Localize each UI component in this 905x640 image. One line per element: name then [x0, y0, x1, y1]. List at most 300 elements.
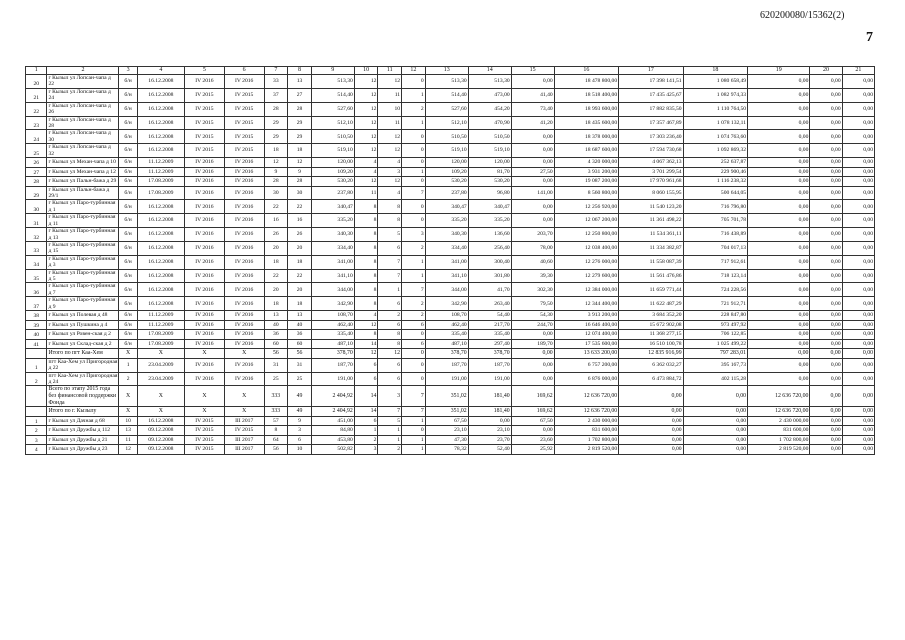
table-cell: 0,00	[511, 426, 554, 436]
table-cell: 8	[378, 339, 402, 349]
table-cell: 0,00	[810, 372, 842, 386]
table-cell: 0,00	[842, 241, 874, 255]
table-cell: 1 025 499,22	[683, 339, 747, 349]
table-cell: 1	[402, 255, 426, 269]
table-cell: 2	[119, 372, 137, 386]
table-cell: 12	[354, 102, 378, 116]
address-cell: пгт Каа-Хем ул Пригородная д 22	[48, 358, 118, 372]
table-cell: 514,40	[311, 88, 354, 102]
table-cell: IV 2016	[224, 297, 264, 311]
table-cell: 3	[378, 167, 402, 177]
table-cell: 0,00	[511, 200, 554, 214]
row-number: 23	[26, 116, 47, 130]
table-cell: 0,00	[842, 435, 874, 445]
table-cell: 1 080 658,49	[683, 75, 747, 89]
table-cell: 136,60	[468, 228, 511, 242]
address-cell: Итого по пгт Каа-Хем	[47, 349, 119, 359]
table-cell: б/н	[119, 177, 137, 187]
table-cell: 0,00	[810, 358, 842, 372]
table-cell: 341,00	[311, 255, 354, 269]
table-cell: 8	[354, 200, 378, 214]
address-cell: г Кызыл ул Дружбы д 23	[47, 445, 119, 455]
table-row	[26, 130, 875, 144]
table-cell: б/н	[119, 102, 137, 116]
table-cell: 25	[264, 372, 288, 386]
table-cell: 54,30	[511, 311, 554, 321]
table-cell: 0,00	[683, 386, 747, 407]
table-cell: 0,00	[683, 426, 747, 436]
table-cell: б/н	[119, 228, 137, 242]
table-cell: 3 931 200,00	[554, 167, 618, 177]
table-cell: 395 167,73	[683, 358, 747, 372]
table-cell: 40	[288, 320, 312, 330]
table-cell: 340,30	[311, 228, 354, 242]
table-cell: 18 378 000,00	[554, 130, 618, 144]
table-cell: 237,80	[311, 186, 354, 200]
table-cell: III 2017	[224, 445, 264, 455]
table-cell: 191,00	[425, 372, 468, 386]
table-cell: 0,00	[748, 320, 810, 330]
table-cell: X	[224, 407, 264, 417]
table-cell: 8	[378, 214, 402, 228]
table-cell: 12	[119, 445, 137, 455]
table-cell: 191,00	[311, 372, 354, 386]
table-cell: 510,50	[311, 130, 354, 144]
table-cell: 30	[264, 186, 288, 200]
table-cell: 0,00	[810, 297, 842, 311]
table-cell: 4	[354, 311, 378, 321]
table-cell: IV 2016	[185, 167, 225, 177]
table-row	[26, 102, 875, 116]
table-cell: 0	[402, 75, 426, 89]
table-cell: 26	[264, 228, 288, 242]
table-cell: 0,00	[842, 269, 874, 283]
table-cell: 0,00	[842, 144, 874, 158]
table-cell: 0,00	[842, 372, 874, 386]
table-cell: 16.12.2008	[137, 130, 184, 144]
address-cell: Итого по г. Кызылу	[47, 407, 119, 417]
table-cell: 14	[354, 407, 378, 417]
table-cell: 0,00	[842, 75, 874, 89]
table-cell: б/н	[119, 88, 137, 102]
table-cell: 16.12.2008	[137, 297, 184, 311]
table-cell: IV 2016	[185, 358, 225, 372]
table-cell: б/н	[119, 130, 137, 144]
table-cell: 0,00	[842, 186, 874, 200]
table-cell: 0,00	[842, 88, 874, 102]
table-cell: 8 060 155,95	[619, 186, 683, 200]
table-cell: 120,00	[468, 158, 511, 168]
table-cell: 229 900,46	[683, 167, 747, 177]
table-cell: IV 2016	[224, 269, 264, 283]
table-cell: 78,32	[425, 445, 468, 455]
table-cell: б/н	[119, 214, 137, 228]
table-cell: б/н	[119, 241, 137, 255]
table-cell: 18 518 400,00	[554, 88, 618, 102]
table-cell: 16.12.2008	[137, 116, 184, 130]
table-cell: 487,10	[425, 339, 468, 349]
table-cell: 39,30	[511, 269, 554, 283]
table-cell: 797 283,01	[683, 349, 747, 359]
table-cell: IV 2016	[185, 320, 225, 330]
table-cell: 108,70	[311, 311, 354, 321]
table-cell: б/н	[119, 144, 137, 158]
table-cell: 120,00	[311, 158, 354, 168]
table-cell: 228 847,80	[683, 311, 747, 321]
table-cell: 16.12.2008	[137, 241, 184, 255]
table-row	[26, 339, 875, 349]
row-number	[26, 349, 47, 359]
table-cell: 302,30	[511, 283, 554, 297]
table-cell: 11 659 771,44	[619, 283, 683, 297]
table-row	[26, 445, 875, 455]
table-cell: IV 2015	[185, 426, 225, 436]
row-number: 35	[26, 269, 47, 283]
table-cell: 519,10	[425, 144, 468, 158]
table-cell: 0,00	[842, 283, 874, 297]
table-cell: б/н	[119, 283, 137, 297]
table-cell: 1 702 800,00	[748, 435, 810, 445]
table-cell: 6	[378, 241, 402, 255]
table-cell: 16.12.2008	[137, 88, 184, 102]
table-cell: 0,00	[810, 158, 842, 168]
table-cell: 20	[288, 283, 312, 297]
table-cell: IV 2016	[185, 200, 225, 214]
table-cell: 16.12.2008	[137, 228, 184, 242]
table-cell: 0,00	[810, 130, 842, 144]
table-cell: 18 435 600,00	[554, 116, 618, 130]
table-cell: 0,00	[842, 130, 874, 144]
table-cell: 7	[378, 269, 402, 283]
table-cell: 108,70	[425, 311, 468, 321]
table-cell: 0	[402, 214, 426, 228]
row-number: 34	[26, 255, 47, 269]
register-table	[25, 66, 875, 455]
table-cell: 12	[354, 116, 378, 130]
table-cell: 11 361 498,22	[619, 214, 683, 228]
row-number: 39	[26, 320, 47, 330]
table-cell: 3 684 352,20	[619, 311, 683, 321]
table-cell: 0,00	[748, 297, 810, 311]
table-cell: 11.12.2009	[137, 158, 184, 168]
table-cell: 0,00	[810, 214, 842, 228]
table-cell: 402 115,28	[683, 372, 747, 386]
table-cell: 28	[288, 102, 312, 116]
table-cell: 0	[402, 426, 426, 436]
table-cell: 12	[354, 144, 378, 158]
table-cell: 13	[288, 311, 312, 321]
table-cell: IV 2015	[224, 426, 264, 436]
column-header: 4	[137, 67, 184, 75]
table-cell: 6	[378, 320, 402, 330]
group-total-row	[26, 349, 875, 359]
table-cell: 3 701 299,54	[619, 167, 683, 177]
table-cell: 0,00	[810, 339, 842, 349]
table-cell: 334,40	[311, 241, 354, 255]
table-cell: б/н	[119, 311, 137, 321]
table-cell: 12 038 400,00	[554, 241, 618, 255]
column-header-row	[26, 67, 875, 75]
table-cell: 256,40	[468, 241, 511, 255]
table-cell: 16.12.2008	[137, 214, 184, 228]
table-cell: 0,00	[511, 214, 554, 228]
table-cell: 7	[402, 407, 426, 417]
table-cell: 6	[402, 320, 426, 330]
row-number: 31	[26, 214, 47, 228]
address-cell: г Кызыл ул Паро-турбинная д 13	[47, 228, 119, 242]
column-header: 19	[748, 67, 810, 75]
address-cell: г Кызыл ул Склад-ская д 2	[47, 339, 119, 349]
table-cell: 237,80	[425, 186, 468, 200]
table-cell: 16.12.2008	[137, 102, 184, 116]
column-header: 21	[842, 67, 874, 75]
address-cell: г Кызыл ул Механ-чапа д 10	[47, 158, 119, 168]
table-cell: б/н	[119, 330, 137, 340]
table-cell: 28	[264, 177, 288, 187]
table-cell: 0,00	[810, 349, 842, 359]
table-cell: 16	[288, 214, 312, 228]
table-cell: 470,90	[468, 116, 511, 130]
table-cell: 6 876 000,00	[554, 372, 618, 386]
table-cell: IV 2015	[224, 88, 264, 102]
table-row	[26, 200, 875, 214]
group-total-row	[26, 407, 875, 417]
row-number: 30	[26, 200, 47, 214]
table-cell: 29	[288, 130, 312, 144]
table-cell: 510,50	[468, 130, 511, 144]
address-cell: г Кызыл ул Пушкина д 4	[47, 320, 119, 330]
table-cell: 1 074 763,60	[683, 130, 747, 144]
table-cell: 141,00	[511, 186, 554, 200]
table-cell: 973 497,92	[683, 320, 747, 330]
table-cell: IV 2016	[185, 372, 225, 386]
table-row	[26, 330, 875, 340]
table-cell: 0,00	[511, 358, 554, 372]
table-cell: 16 646 400,00	[554, 320, 618, 330]
row-number: 21	[26, 88, 47, 102]
table-cell: 8	[378, 200, 402, 214]
address-cell: г Кызыл ул Паро-турбинная д 11	[47, 214, 119, 228]
table-row	[26, 372, 875, 386]
table-cell: 19 087 200,00	[554, 177, 618, 187]
table-cell: б/н	[119, 297, 137, 311]
table-cell: 109,20	[425, 167, 468, 177]
table-cell: 2	[402, 241, 426, 255]
table-cell: IV 2016	[224, 339, 264, 349]
table-cell: 18	[264, 297, 288, 311]
table-cell: 8	[354, 255, 378, 269]
table-cell: б/н	[119, 75, 137, 89]
column-header: 14	[468, 67, 511, 75]
table-row	[26, 241, 875, 255]
table-cell: 0,00	[748, 349, 810, 359]
table-cell: 0,00	[748, 339, 810, 349]
table-cell: 831 600,00	[748, 426, 810, 436]
table-cell: IV 2016	[185, 228, 225, 242]
table-cell: 14	[354, 339, 378, 349]
table-cell: 181,40	[468, 407, 511, 417]
table-cell: 0,00	[842, 158, 874, 168]
table-cell: 41,20	[511, 116, 554, 130]
table-cell: 8	[354, 330, 378, 340]
table-cell: 12 250 800,00	[554, 228, 618, 242]
table-cell: IV 2016	[224, 158, 264, 168]
table-cell: IV 2015	[185, 435, 225, 445]
table-cell: 341,00	[425, 255, 468, 269]
table-cell: 16.12.2008	[137, 75, 184, 89]
table-cell: 16	[264, 214, 288, 228]
table-cell: 56	[264, 445, 288, 455]
table-cell: 17 303 236,40	[619, 130, 683, 144]
table-cell: IV 2016	[185, 158, 225, 168]
table-cell: 0,00	[511, 130, 554, 144]
page-number: 7	[866, 30, 873, 45]
table-cell: 2	[378, 445, 402, 455]
table-cell: 12	[378, 177, 402, 187]
table-cell: 41,70	[468, 283, 511, 297]
column-header: 12	[402, 67, 426, 75]
table-cell: IV 2016	[224, 330, 264, 340]
table-cell: 40	[264, 320, 288, 330]
table-cell: б/н	[119, 186, 137, 200]
table-cell: IV 2016	[224, 186, 264, 200]
table-cell: 09.12.2008	[137, 445, 184, 455]
table-cell: 17 357 467,89	[619, 116, 683, 130]
table-cell: 8 560 800,00	[554, 186, 618, 200]
table-cell: 17 535 600,00	[554, 339, 618, 349]
table-row	[26, 426, 875, 436]
table-cell: 0,00	[511, 75, 554, 89]
table-cell: 36	[288, 330, 312, 340]
table-cell: X	[119, 407, 137, 417]
table-cell: 351,02	[425, 386, 468, 407]
table-cell: 3	[402, 228, 426, 242]
table-cell: 344,00	[311, 283, 354, 297]
table-row	[26, 186, 875, 200]
table-cell: 09.12.2008	[137, 435, 184, 445]
table-cell: 0,00	[511, 144, 554, 158]
column-header: 16	[554, 67, 618, 75]
table-cell: 2 819 520,00	[748, 445, 810, 455]
table-cell: 0,00	[619, 435, 683, 445]
address-cell: г Кызыл ул Лопсан-чапа д 22	[47, 75, 119, 89]
table-cell: 10	[378, 102, 402, 116]
table-cell: 18	[288, 255, 312, 269]
table-cell: 20	[288, 241, 312, 255]
table-cell: 18	[288, 297, 312, 311]
table-cell: 8	[354, 228, 378, 242]
document-id: 620200080/15362(2)	[760, 10, 845, 21]
table-cell: 13	[119, 426, 137, 436]
table-cell: 12	[354, 75, 378, 89]
table-cell: 29	[264, 130, 288, 144]
table-cell: 378,70	[311, 349, 354, 359]
table-cell: IV 2016	[185, 177, 225, 187]
table-cell: 0,00	[748, 88, 810, 102]
table-cell: IV 2016	[224, 167, 264, 177]
table-cell: 22	[288, 269, 312, 283]
column-header: 18	[683, 67, 747, 75]
table-cell: 203,70	[511, 228, 554, 242]
table-cell: 0,00	[842, 255, 874, 269]
table-cell: 0,00	[683, 445, 747, 455]
table-cell: 2	[402, 311, 426, 321]
table-cell: 9	[264, 167, 288, 177]
table-cell: IV 2015	[224, 102, 264, 116]
row-number: 2	[26, 426, 47, 436]
table-cell: 17 435 425,67	[619, 88, 683, 102]
table-cell: 0,00	[810, 167, 842, 177]
table-cell: 18	[288, 144, 312, 158]
table-cell: 3	[378, 386, 402, 407]
row-number: 4	[26, 445, 47, 455]
table-cell: 0,00	[810, 116, 842, 130]
row-number: 40	[26, 330, 47, 340]
table-cell: 0,00	[810, 102, 842, 116]
table-cell: IV 2016	[185, 339, 225, 349]
table-cell: 11.12.2009	[137, 311, 184, 321]
table-row	[26, 88, 875, 102]
table-cell: 0,00	[842, 416, 874, 426]
table-cell: IV 2016	[185, 311, 225, 321]
table-cell: 301,80	[468, 269, 511, 283]
table-cell: IV 2016	[224, 255, 264, 269]
table-cell: 0,00	[842, 349, 874, 359]
table-cell: 12 636 720,00	[748, 386, 810, 407]
table-cell: 0,00	[748, 116, 810, 130]
table-cell: 189,70	[511, 339, 554, 349]
table-cell: 342,90	[311, 297, 354, 311]
address-cell: г Кызыл ул Механ-чапа д 12	[47, 167, 119, 177]
table-cell: 718 123,14	[683, 269, 747, 283]
table-cell: 7	[402, 283, 426, 297]
table-cell: 335,20	[311, 214, 354, 228]
table-cell: IV 2016	[224, 200, 264, 214]
table-cell: 0,00	[748, 311, 810, 321]
column-header: 3	[119, 67, 137, 75]
table-cell: 12	[288, 158, 312, 168]
table-cell: 2	[354, 435, 378, 445]
table-cell: 12 276 000,00	[554, 255, 618, 269]
address-cell: г Кызыл ул Полевая д 48	[47, 311, 119, 321]
table-cell: 40,60	[511, 255, 554, 269]
table-cell: 1	[402, 269, 426, 283]
table-cell: X	[224, 386, 264, 407]
table-cell: 33	[264, 75, 288, 89]
table-cell: б/н	[119, 167, 137, 177]
table-cell: 0,00	[619, 445, 683, 455]
table-row	[26, 435, 875, 445]
table-cell: III 2017	[224, 416, 264, 426]
row-number: 24	[26, 130, 47, 144]
row-number	[26, 386, 47, 407]
table-cell: 6	[354, 416, 378, 426]
table-cell: 6	[402, 339, 426, 349]
table-cell: 0,00	[810, 311, 842, 321]
table-row	[26, 75, 875, 89]
table-cell: 0,00	[810, 386, 842, 407]
table-cell: 31	[264, 358, 288, 372]
table-cell: 0,00	[842, 339, 874, 349]
address-cell: г Кызыл ул Лопсан-чапа д 28	[47, 116, 119, 130]
table-cell: X	[119, 386, 137, 407]
table-cell: 342,90	[425, 297, 468, 311]
row-number: 32	[26, 228, 47, 242]
table-cell: 6	[378, 358, 402, 372]
table-cell: 57	[264, 416, 288, 426]
table-cell: 20	[264, 241, 288, 255]
table-cell: 5	[378, 416, 402, 426]
